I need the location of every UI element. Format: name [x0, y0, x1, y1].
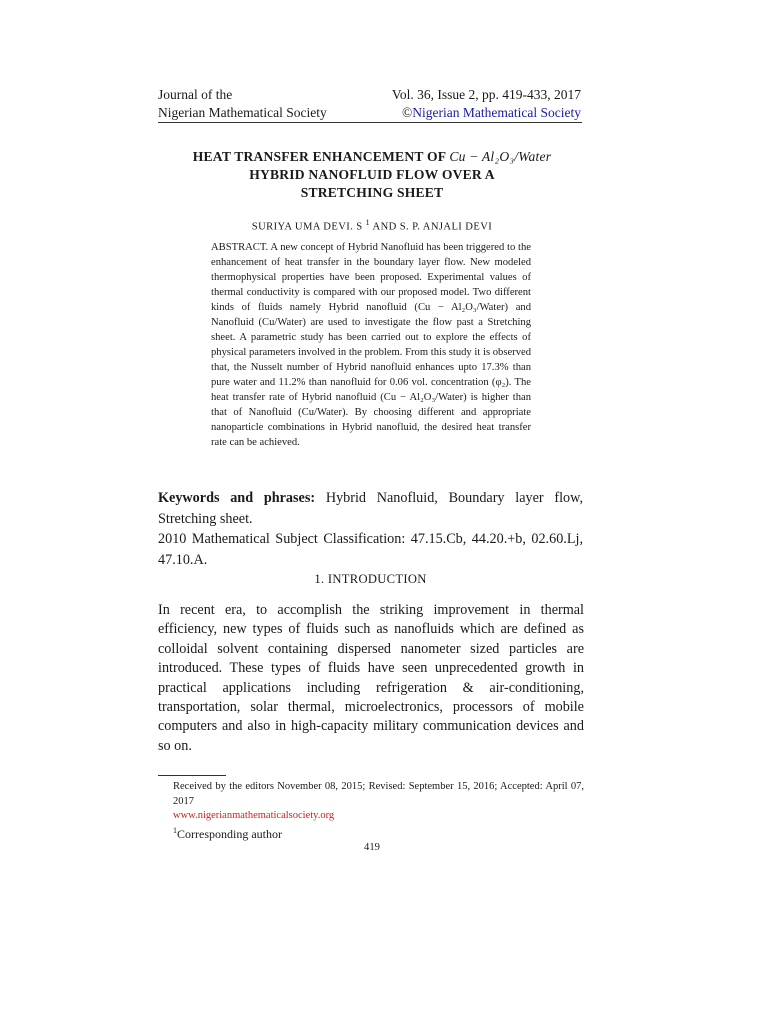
paper-title	[150, 148, 594, 202]
volume-line: Vol. 36, Issue 2, pp. 419-433, 2017	[391, 87, 581, 102]
copyright-symbol: ©	[402, 105, 413, 120]
corresponding-author	[158, 824, 584, 842]
title-line-3: STRETCHING SHEET	[300, 185, 444, 200]
author-second: AND S. P. ANJALI DEVI	[372, 221, 493, 233]
copyright-link[interactable]: Nigerian Mathematical Society	[412, 105, 581, 120]
author-footnote-marker[interactable]: 1	[365, 218, 371, 227]
abstract: ABSTRACT. A new concept of Hybrid Nanofluid has been triggered to the enhancement of heat transfer in the boundary layer flow. New modeled thermophysical properties have been proposed. Experimental values of thermal conductivity is compared with our proposed model. Two different kinds of fluids namely Hybrid nanofluid (Cu − Al₂O₃/Water) and Nanofluid (Cu/Water) are used to investigate the flow past a Stretching sheet. A parametric study has been carried out to explore the effects of physical parameters involved in the problem. From this study it is observed that, the Nusselt number of Hybrid nanofluid enhances upto 17.3% than pure water and 11.2% than nanofluid for 0.06 vol. concentration (φ₂). The heat transfer rate of Hybrid nanofluid (Cu − Al₂O₃/Water) is higher than that of Nanofluid (Cu/Water). By choosing different and appropriate nanoparticle combinations in Hybrid nanofluid, the desired heat transfer rate can be achieved.	[211, 242, 531, 448]
author-line	[150, 218, 594, 233]
title-math: Cu − Al₂O₃/Water	[449, 149, 552, 164]
title-text-1: HEAT TRANSFER ENHANCEMENT OF	[192, 149, 446, 164]
corr-text: Corresponding author	[177, 826, 282, 841]
footnotes	[158, 780, 584, 841]
author-first: SURIYA UMA DEVI. S	[251, 221, 363, 233]
issue-info	[392, 86, 581, 122]
keywords-block	[158, 488, 583, 570]
received-dates: Received by the editors November 08, 2015; Revised: September 15, 2016; Accepted: April 07, 2017	[173, 781, 584, 807]
header-rule	[158, 122, 582, 123]
journal-name	[158, 86, 327, 122]
page-number: 419	[364, 842, 380, 853]
journal-line-2: Nigerian Mathematical Society	[158, 105, 327, 120]
title-line-2: HYBRID NANOFLUID FLOW OVER A	[249, 167, 495, 182]
corr-marker: 1	[173, 825, 177, 835]
keywords-label: Keywords and phrases:	[158, 490, 316, 506]
keywords-text: Hybrid Nanofluid, Boundary layer flow, Stretching sheet.	[158, 490, 583, 527]
intro-paragraph: In recent era, to accomplish the striking improvement in thermal efficiency, new types of fluids such as nanofluids which are defined as colloidal solvent containing dispersed nanometer sized particles are introduced. These types of fluids have seen unprecedented growth in practical applications including refrigeration & air-conditioning, transportation, solar thermal, microelectronics, processors of mobile computers and also in high-capacity military communication devices and so on.	[158, 602, 584, 754]
footnote-rule	[158, 775, 226, 776]
website-link[interactable]: www.nigerianmathematicalsociety.org	[173, 810, 335, 821]
title-line-1	[150, 148, 594, 166]
section-heading: 1. INTRODUCTION	[314, 572, 427, 586]
keywords-line	[158, 488, 583, 529]
journal-line-1: Journal of the	[158, 87, 233, 102]
copyright-line	[392, 104, 581, 122]
msc-classification: 2010 Mathematical Subject Classification: 47.15.Cb, 44.20.+b, 02.60.Lj, 47.10.A.	[158, 531, 583, 568]
